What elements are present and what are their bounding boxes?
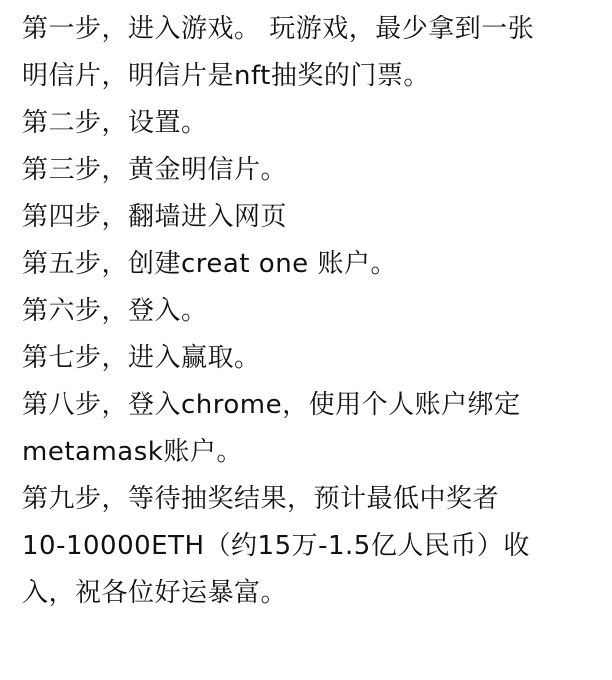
text-line: 第七步，进入赢取。 bbox=[22, 343, 261, 373]
text-line: 第八步，登入chrome，使用个人账户绑定 bbox=[22, 390, 521, 420]
text-line: metamask账户。 bbox=[22, 437, 243, 467]
text-line: 10-10000ETH（约15万-1.5亿人民币）收 bbox=[22, 531, 530, 561]
text-line: 第三步，黄金明信片。 bbox=[22, 155, 288, 185]
text-line: 入，祝各位好运暴富。 bbox=[22, 578, 288, 608]
text-line: 第六步，登入。 bbox=[22, 296, 208, 326]
text-line: 第二步，设置。 bbox=[22, 108, 208, 138]
text-line: 第四步，翻墙进入网页 bbox=[22, 202, 288, 232]
text-line: 第九步，等待抽奖结果，预计最低中奖者 bbox=[22, 484, 500, 514]
text-line: 明信片，明信片是nft抽奖的门票。 bbox=[22, 61, 430, 91]
text-line: 第五步，创建creat one 账户。 bbox=[22, 249, 397, 279]
text-line: 第一步，进入游戏。 玩游戏，最少拿到一张 bbox=[22, 14, 535, 44]
